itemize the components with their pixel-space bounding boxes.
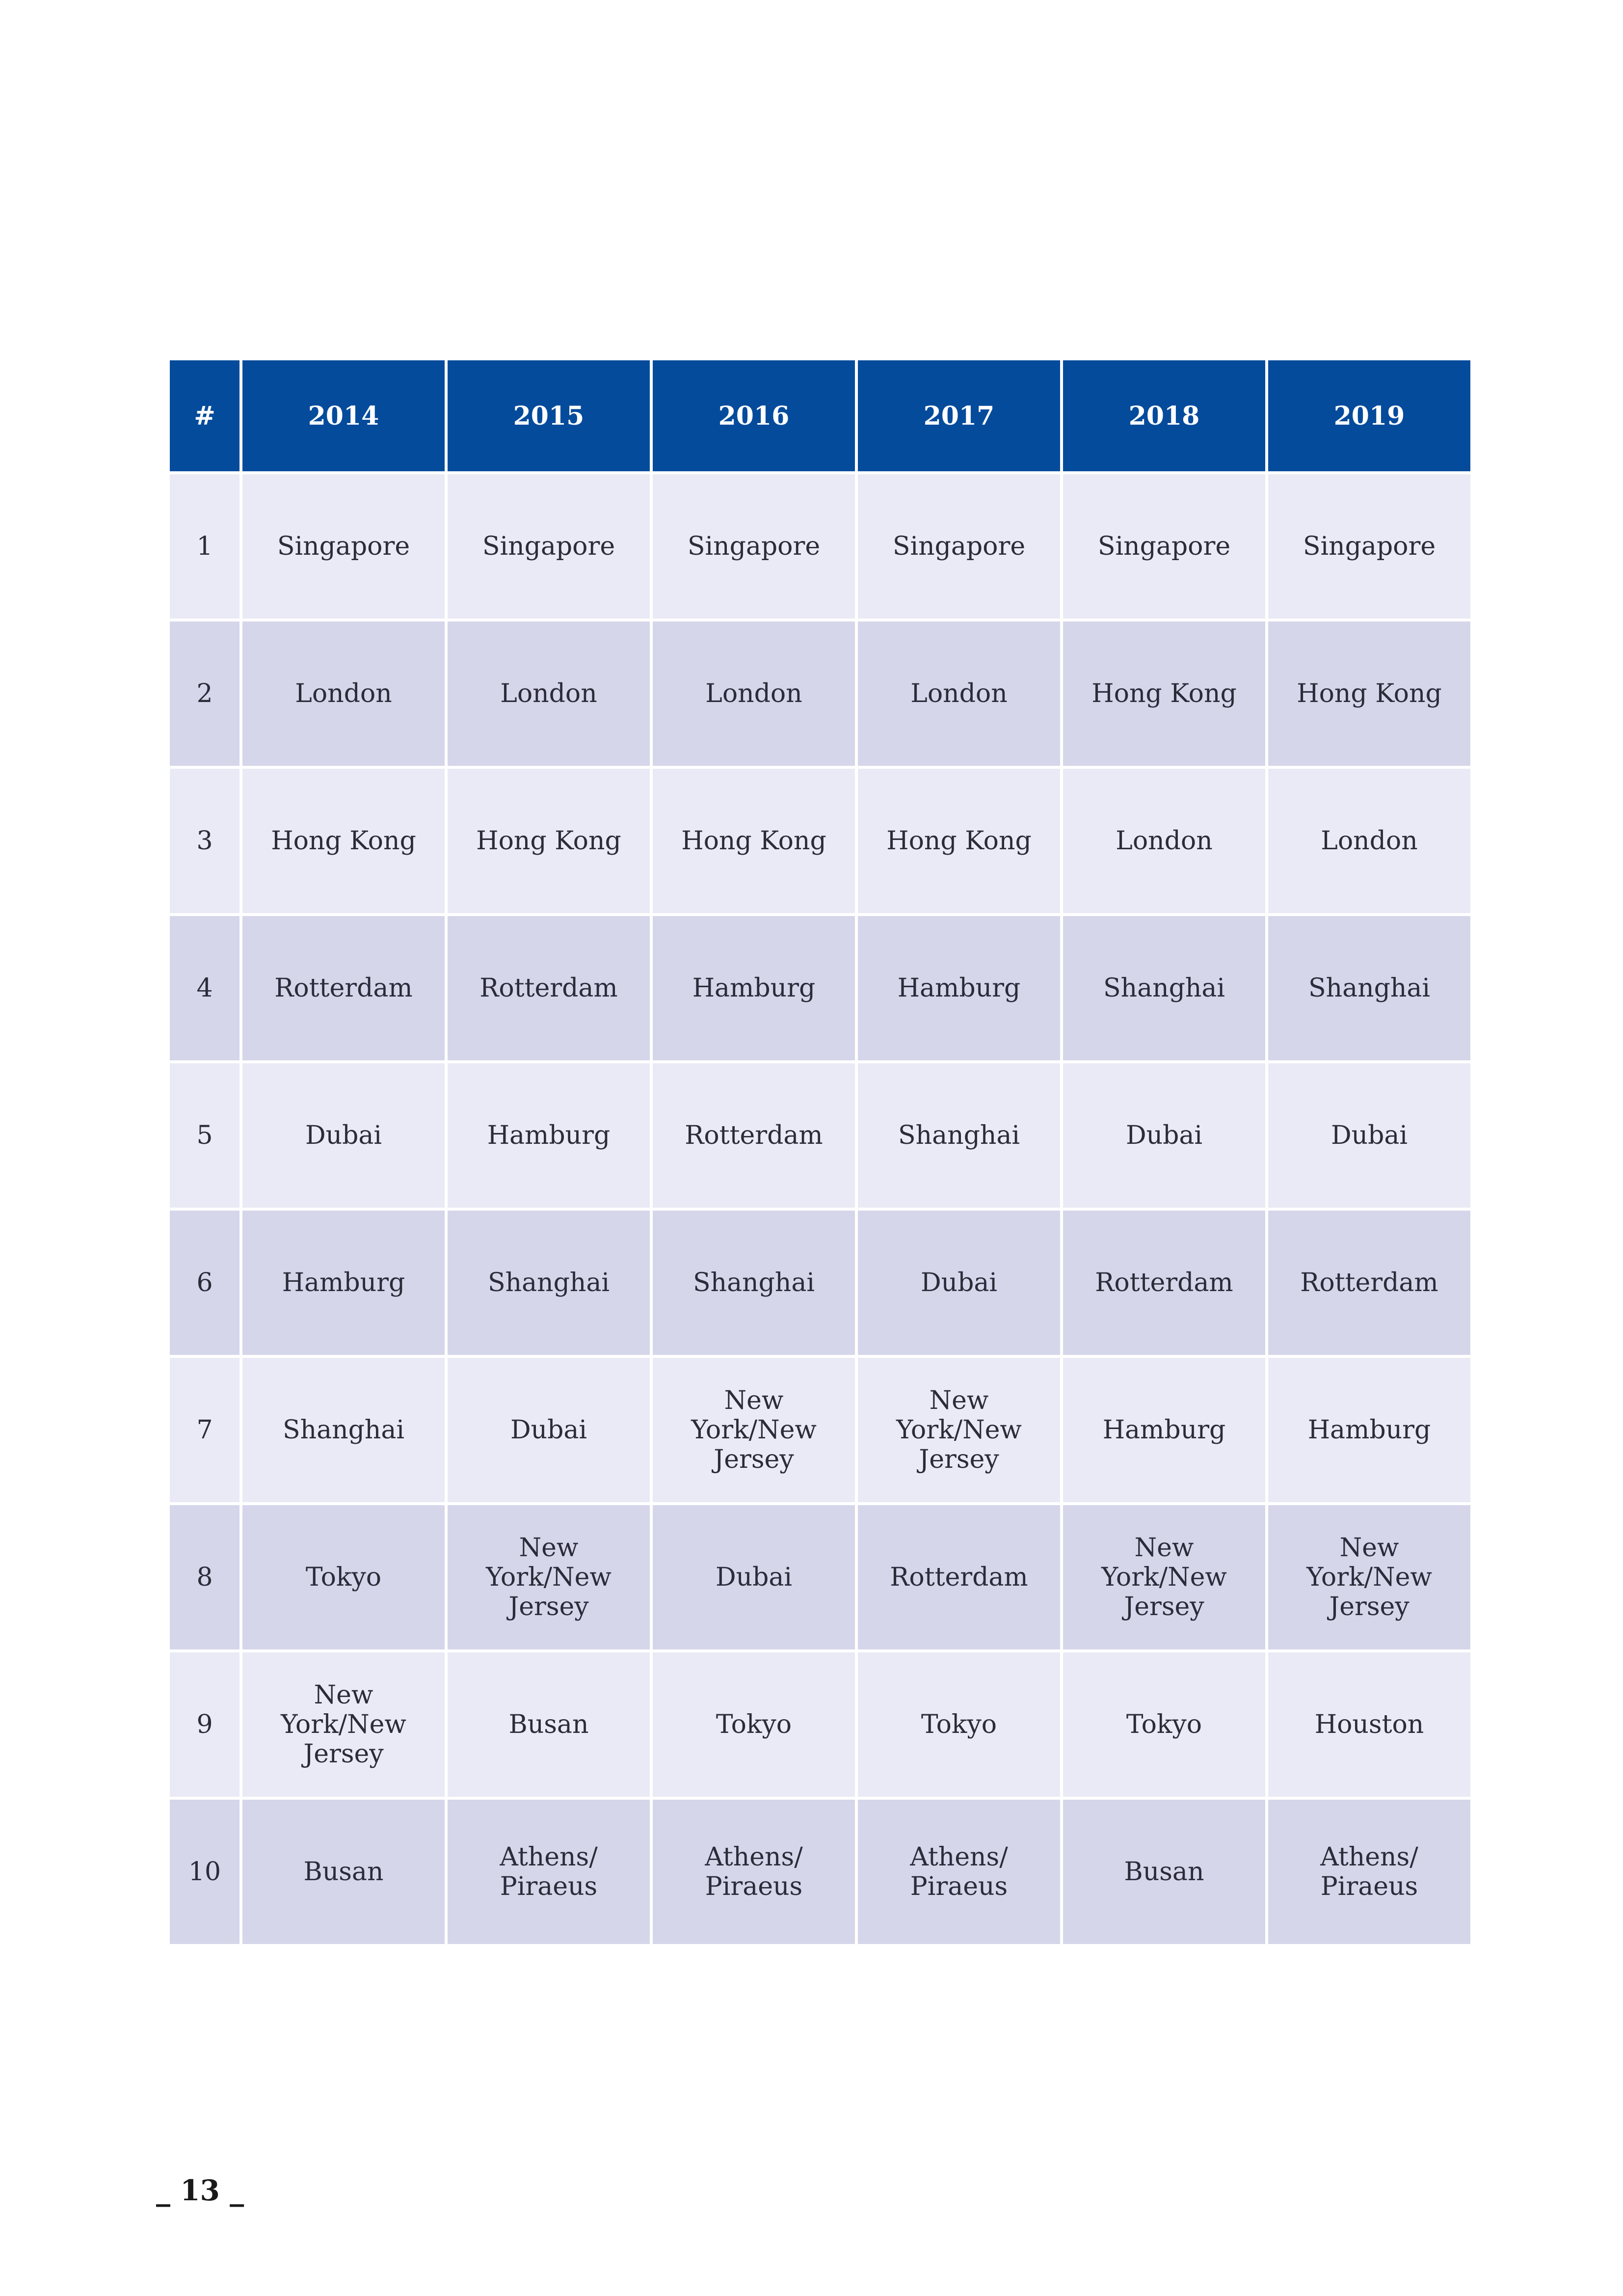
table-cell: Dubai [1267,1062,1472,1209]
table-row [168,767,1472,915]
table-cell: Dubai [241,1062,446,1209]
rank-cell: 10 [168,1798,241,1945]
table-body [168,473,1472,1945]
table-cell: Dubai [651,1504,856,1651]
rank-cell: 2 [168,620,241,767]
rank-cell: 5 [168,1062,241,1209]
header-year-2016: 2016 [651,359,856,473]
table-cell: Hamburg [1062,1356,1267,1504]
header-year-2019: 2019 [1267,359,1472,473]
table-cell: Athens/ Piraeus [446,1798,651,1945]
header-year-2018: 2018 [1062,359,1267,473]
table-cell: Dubai [1062,1062,1267,1209]
header-year-2015: 2015 [446,359,651,473]
table-cell: Singapore [446,473,651,620]
table-cell: Shanghai [1062,915,1267,1062]
table-cell: Shanghai [651,1209,856,1356]
table-cell: Busan [241,1798,446,1945]
table-cell: New York/New Jersey [446,1504,651,1651]
table-row [168,1651,1472,1798]
table-row [168,620,1472,767]
table-cell: Hong Kong [1062,620,1267,767]
table-cell: London [1267,767,1472,915]
table-cell: Shanghai [1267,915,1472,1062]
table-cell: Athens/ Piraeus [856,1798,1062,1945]
table-cell: Dubai [856,1209,1062,1356]
table-row [168,1062,1472,1209]
table-cell: Busan [446,1651,651,1798]
table-cell: New York/New Jersey [1267,1504,1472,1651]
table-cell: Athens/ Piraeus [1267,1798,1472,1945]
rank-cell: 3 [168,767,241,915]
table-cell: Rotterdam [1267,1209,1472,1356]
table-cell: Tokyo [241,1504,446,1651]
table-row [168,915,1472,1062]
table-cell: Dubai [446,1356,651,1504]
header-row [168,359,1472,473]
table-cell: Rotterdam [1062,1209,1267,1356]
table-cell: Hong Kong [241,767,446,915]
table-cell: Singapore [856,473,1062,620]
table-row [168,1209,1472,1356]
header-year-2014: 2014 [241,359,446,473]
table-cell: Hamburg [241,1209,446,1356]
table-cell: Hamburg [446,1062,651,1209]
table-cell: Singapore [1062,473,1267,620]
rank-cell: 1 [168,473,241,620]
table-cell: Houston [1267,1651,1472,1798]
table-row [168,473,1472,620]
table-cell: Tokyo [1062,1651,1267,1798]
rank-cell: 4 [168,915,241,1062]
table-cell: Tokyo [856,1651,1062,1798]
rank-cell: 7 [168,1356,241,1504]
table-cell: Busan [1062,1798,1267,1945]
table-cell: Shanghai [856,1062,1062,1209]
table-cell: Hong Kong [856,767,1062,915]
table-cell: Rotterdam [241,915,446,1062]
table-cell: Hong Kong [446,767,651,915]
table-cell: London [856,620,1062,767]
table-cell: New York/New Jersey [241,1651,446,1798]
port-ranking-table [167,357,1473,1947]
rank-cell: 9 [168,1651,241,1798]
table-cell: Singapore [651,473,856,620]
rank-cell: 8 [168,1504,241,1651]
table-row [168,1798,1472,1945]
table-cell: Tokyo [651,1651,856,1798]
table-row [168,1356,1472,1504]
table-cell: London [446,620,651,767]
table-cell: Rotterdam [651,1062,856,1209]
table-cell: Hamburg [651,915,856,1062]
table-cell: Singapore [1267,473,1472,620]
table-cell: Hong Kong [1267,620,1472,767]
table-row [168,1504,1472,1651]
table-cell: Shanghai [446,1209,651,1356]
header-year-2017: 2017 [856,359,1062,473]
table-cell: Hamburg [856,915,1062,1062]
table-cell: London [241,620,446,767]
header-rank: # [168,359,241,473]
table-cell: New York/New Jersey [651,1356,856,1504]
table-cell: Shanghai [241,1356,446,1504]
table-cell: New York/New Jersey [1062,1504,1267,1651]
page-number: _ 13 _ [156,2174,244,2207]
table-cell: Singapore [241,473,446,620]
table-cell: New York/New Jersey [856,1356,1062,1504]
table-header [168,359,1472,473]
table-cell: Rotterdam [446,915,651,1062]
table-cell: Rotterdam [856,1504,1062,1651]
rank-cell: 6 [168,1209,241,1356]
table-cell: Hong Kong [651,767,856,915]
table-cell: Athens/ Piraeus [651,1798,856,1945]
table-cell: London [1062,767,1267,915]
table-cell: London [651,620,856,767]
table-cell: Hamburg [1267,1356,1472,1504]
